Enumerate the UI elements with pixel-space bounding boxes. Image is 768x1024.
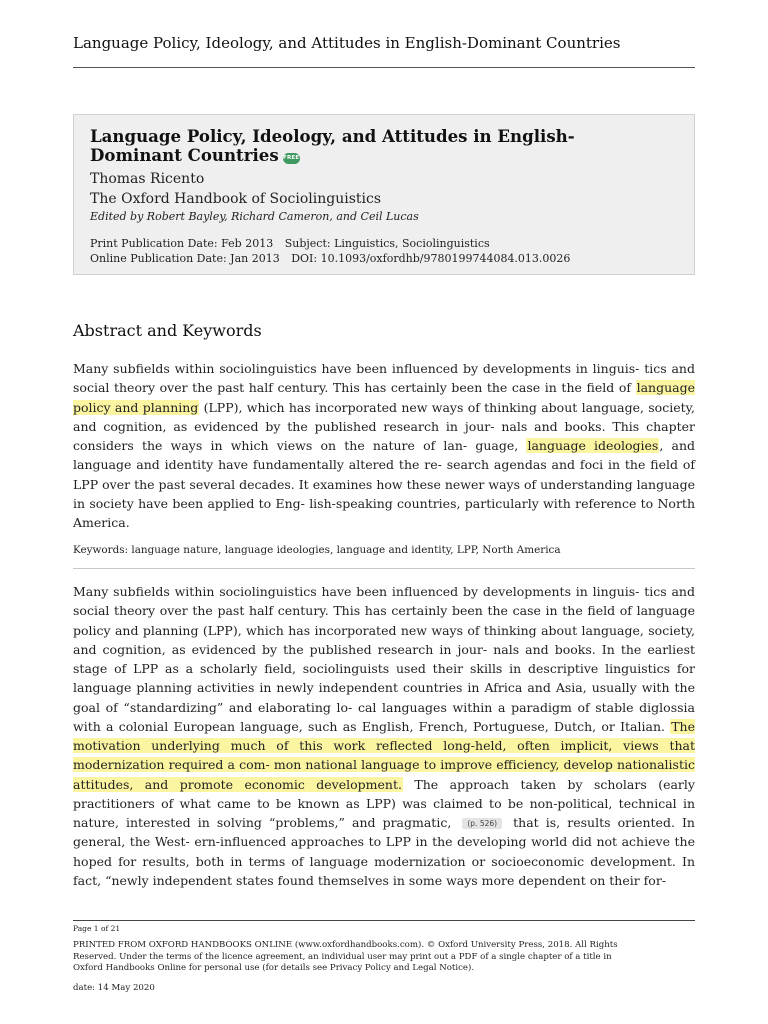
body-text: ern-influenced approaches to LPP in the developing world did not achieve the hoped for: [73, 834, 695, 869]
page-number-marker: (p. 526): [462, 818, 502, 829]
body-paragraph: [73, 582, 695, 890]
chapter-title-line2: Dominant Countries: [90, 145, 279, 165]
chapter-title: [90, 127, 678, 165]
page-count: Page 1 of 21: [73, 924, 121, 933]
keywords-line: Keywords: language nature, language ideologies, language and identity, LPP, North America: [73, 544, 561, 556]
abstract-text: search agendas and foci in the field of LPP over the past several decades. It examines: [73, 457, 695, 492]
highlighted-text: mon national language to improve efficiency, develop nationalistic attitudes, and promote: [73, 757, 695, 792]
body-text: “newly independent states found themselves in some ways more dependent on their for-: [105, 872, 667, 888]
keywords-divider: [73, 568, 695, 569]
doi-value[interactable]: 10.1093/oxfordhb/9780199744084.013.0026: [320, 252, 571, 265]
body-text: field of language policy and planning (LPP), which has incorporated new ways of thinking: [73, 603, 695, 638]
access-date: date: 14 May 2020: [73, 983, 155, 993]
highlight-language-ideologies[interactable]: language ideologies: [527, 438, 659, 453]
highlighted-text: economic development.: [244, 776, 402, 792]
doi-label: DOI:: [291, 252, 318, 265]
publication-info-row-online: [90, 251, 678, 266]
highlighted-text: The motivation underlying much: [73, 718, 696, 753]
abstract-text: field of: [586, 380, 636, 396]
highlighted-text: of this work reflected long-held, often implicit, views that modernization required a com-: [73, 738, 695, 773]
abstract-text: lish-speaking countries, particularly with reference to North America.: [73, 495, 695, 530]
body-text: about language, society, and cognition, as evidenced by the published research in jour-: [73, 622, 695, 657]
print-date: Feb 2013: [221, 237, 274, 250]
book-title[interactable]: The Oxford Handbook of Sociolinguistics: [90, 191, 382, 207]
abstract-paragraph: [73, 359, 695, 532]
body-text: countries in Africa and Asia, usually with the goal of “standardizing” and elaborating lo-: [73, 680, 695, 715]
abstract-text: about language, society, and cognition, as evidenced by the published research in jour-: [73, 399, 695, 434]
subject-label: Subject:: [284, 237, 331, 250]
abstract-text: (LPP), which has incorporated new ways of thinking: [199, 399, 537, 415]
abstract-heading: Abstract and Keywords: [73, 321, 262, 340]
abstract-text: Many subfields within sociolinguistics have been influenced by developments in linguis-: [73, 361, 640, 376]
author-name[interactable]: Thomas Ricento: [90, 171, 205, 187]
subject-value[interactable]: Linguistics, Sociolinguistics: [334, 237, 490, 250]
abstract-text: nals and books. This chapter considers the ways in which views on the nature of lan-: [73, 418, 695, 453]
free-access-icon: FREE: [283, 153, 300, 164]
editors-line: Edited by Robert Bayley, Richard Cameron, and Ceil Lucas: [90, 210, 419, 223]
copyright-line: Oxford Handbooks Online for personal use (for details see Privacy Policy and Legal Notice).: [73, 963, 475, 973]
abstract-text: how these newer ways of understanding language in society have been applied to Eng-: [73, 476, 695, 511]
chapter-title-line1: Language Policy, Ideology, and Attitudes in English-: [90, 126, 575, 146]
online-date: Jan 2013: [230, 252, 280, 265]
body-text: results, both in terms of language modernization or socioeconomic development. In fact,: [73, 853, 695, 888]
abstract-text: , and language and identity have fundamentally altered the re-: [73, 438, 696, 473]
copyright-line: Reserved. Under the terms of the licence agreement, an individual user may print out a PDF of a single chapter of a title in: [73, 951, 612, 962]
body-text: such as English, French, Portuguese, Dutch, or Italian.: [307, 718, 671, 734]
body-text: solving “problems,” and pragmatic,: [216, 815, 459, 830]
copyright-notice: [73, 940, 695, 975]
highlight-language-policy-planning[interactable]: language policy and planning: [73, 380, 695, 415]
body-text: nals and books. In the earliest stage of LPP as a scholarly field, sociolinguists used their: [73, 641, 696, 676]
abstract-text: guage,: [475, 438, 527, 453]
header-divider: [73, 67, 695, 68]
body-text: The approach taken by scholars (early practitioners of what came: [73, 776, 695, 811]
abstract-text: tics and social theory over the past half century. This has certainly been the case in the: [73, 361, 695, 396]
body-text: tics and social theory over the past half century. This has certainly been the case in the: [73, 584, 695, 619]
body-text: to be known as LPP) was claimed to be non-political, technical in nature, interested in: [73, 795, 695, 830]
body-text: cal languages within a paradigm of stable diglossia with a colonial European language,: [73, 699, 695, 734]
publication-info: [90, 236, 678, 266]
body-text: that is, results oriented. In general, the West-: [73, 815, 695, 850]
online-date-label: Online Publication Date:: [90, 252, 227, 265]
footer-divider: [73, 920, 695, 921]
running-header: Language Policy, Ideology, and Attitudes in English-Dominant Countries: [73, 34, 621, 52]
body-text: skills in descriptive linguistics for language planning activities in newly independent: [73, 661, 695, 696]
body-text: Many subfields within sociolinguistics have been influenced by developments in linguis-: [73, 584, 640, 599]
copyright-line: PRINTED FROM OXFORD HANDBOOKS ONLINE (www.oxfordhandbooks.com). © Oxford University Press, 2018. All Rights: [73, 940, 618, 950]
print-date-label: Print Publication Date:: [90, 237, 218, 250]
publication-info-row-print: [90, 236, 678, 251]
chapter-info-box: [73, 114, 695, 275]
